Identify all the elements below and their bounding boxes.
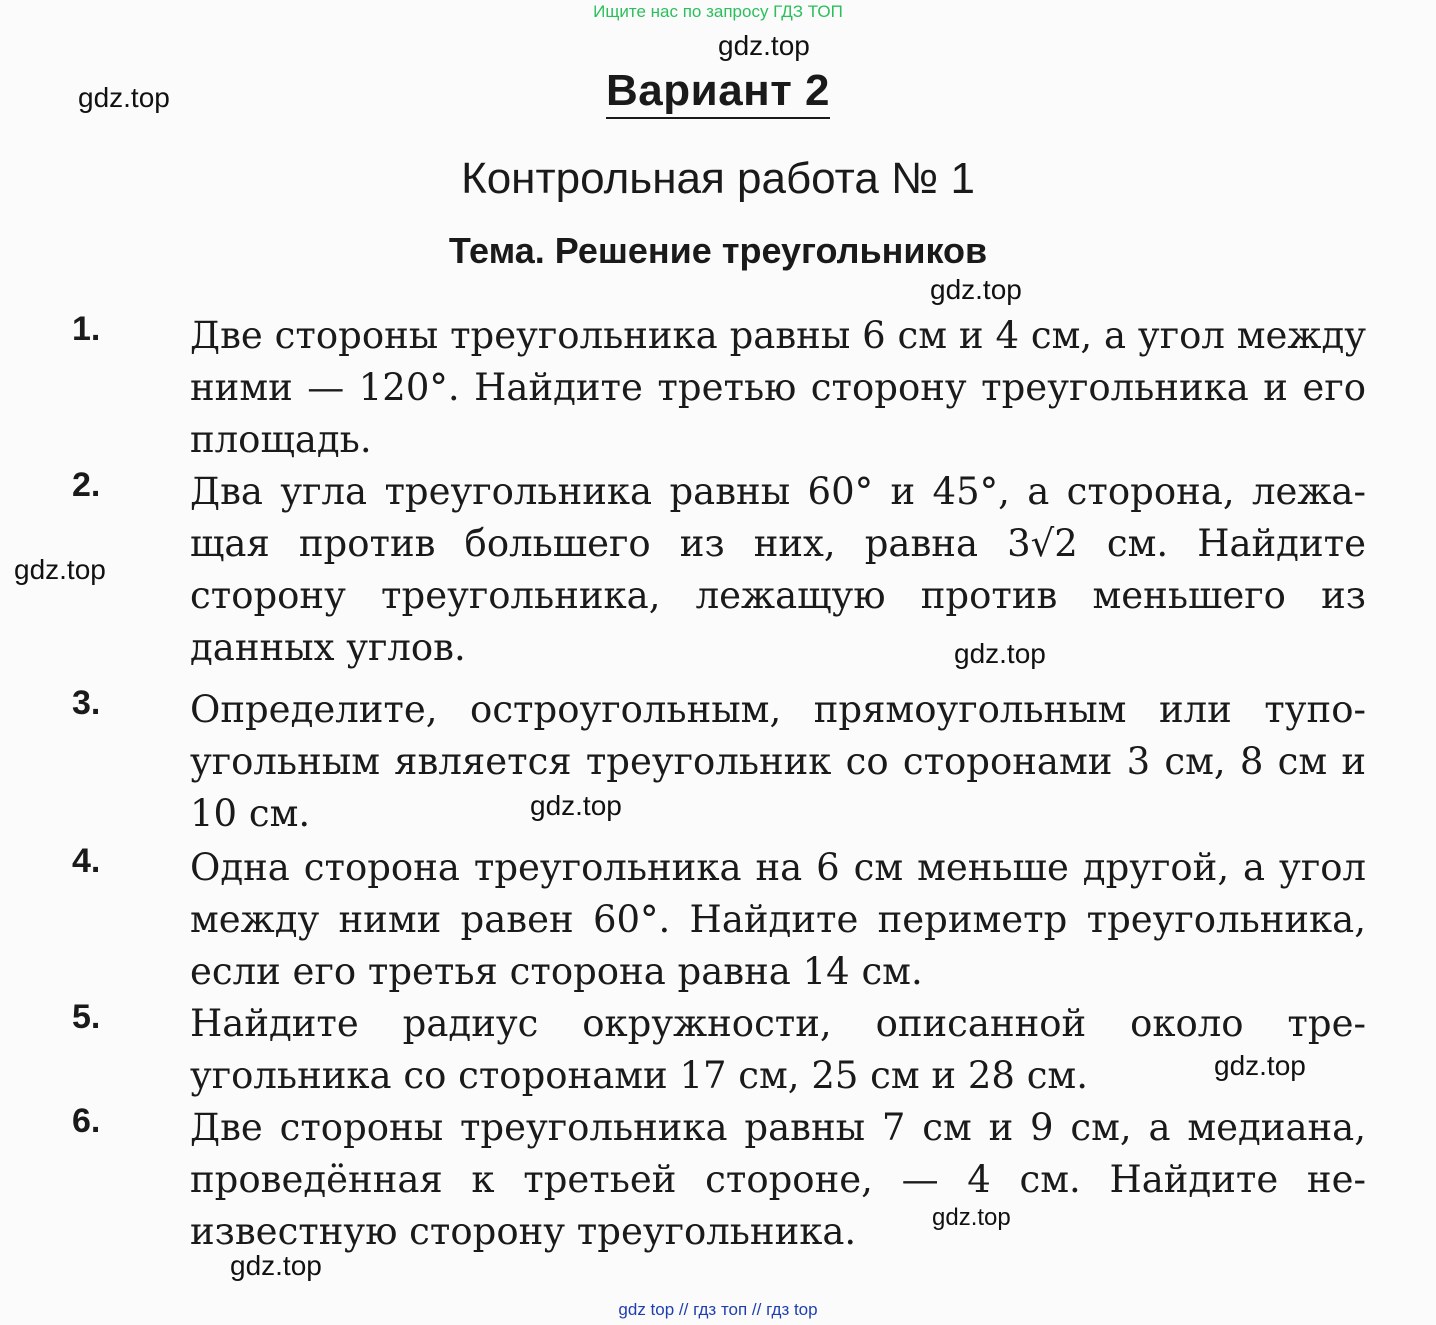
- watermark: gdz.top: [1214, 1050, 1306, 1081]
- task-text: Определите, остроугольным, прямоугольным или тупоугольным является треугольник со сторонами 3 см, 8 см и 10 см.: [190, 688, 1366, 835]
- watermark: gdz.top: [14, 554, 106, 585]
- task-item: [72, 998, 1366, 1102]
- watermark: gdz.top: [930, 274, 1022, 305]
- watermark: gdz.top: [78, 82, 170, 113]
- task-number: 3.: [72, 684, 101, 722]
- task-item: [72, 466, 1366, 674]
- task-item: [72, 1102, 1366, 1258]
- watermark: gdz.top: [530, 790, 622, 821]
- task-item: [72, 684, 1366, 840]
- task-text: Одна сторона треугольника на 6 см меньше другой, а угол между ними равен 60°. Найдите периметр треугольника, если его третья сторона равна 14 см.: [190, 846, 1366, 993]
- task-text: Два угла треугольника равны 60° и 45°, а сторона, лежащая против большего из них, равна 3√2 см. Найдите сторону треугольника, лежащую против меньшего из данных углов.: [190, 470, 1366, 669]
- task-item: [72, 310, 1366, 466]
- task-item: [72, 842, 1366, 998]
- task-text: Две стороны треугольника равны 7 см и 9 см, а медиана, проведённая к третьей стороне, — 4 см. Найдите неизвестную сторону треугольника.: [190, 1106, 1366, 1253]
- task-number: 6.: [72, 1102, 101, 1140]
- task-number: 2.: [72, 466, 101, 504]
- variant-title: Вариант 2: [606, 66, 830, 119]
- variant-heading: [0, 66, 1436, 116]
- task-number: 4.: [72, 842, 101, 880]
- work-title: Контрольная работа № 1: [461, 154, 975, 203]
- search-hint: Ищите нас по запросу ГДЗ ТОП: [593, 2, 843, 21]
- task-text: Две стороны треугольника равны 6 см и 4 см, а угол между ними — 120°. Найдите третью сторону треугольника и его площадь.: [190, 314, 1366, 461]
- watermark: gdz.top: [954, 638, 1046, 669]
- task-number: 5.: [72, 998, 101, 1036]
- watermark: gdz.top: [932, 1204, 1011, 1231]
- footer-links: gdz top // гдз топ // гдз top: [618, 1300, 818, 1319]
- topic-title: Тема. Решение треугольников: [448, 230, 988, 271]
- watermark: gdz.top: [718, 30, 810, 61]
- task-number: 1.: [72, 310, 101, 348]
- task-text: Найдите радиус окружности, описанной около треугольника со сторонами 17 см, 25 см и 28 см.: [190, 1002, 1366, 1097]
- watermark: gdz.top: [230, 1250, 322, 1281]
